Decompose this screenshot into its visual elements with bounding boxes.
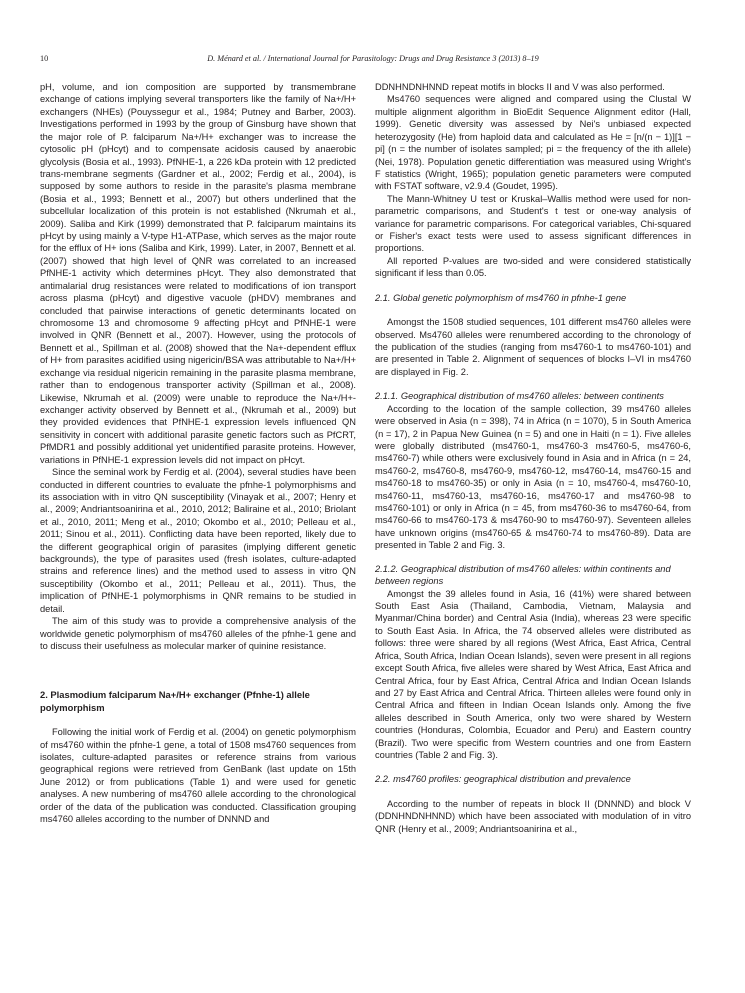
right-paragraph-6: According to the location of the sample collection, 39 ms4760 alleles were observed in Asia (n = 398), 74 in Africa (n = 1070), 5 in South America (n = 17), 2 in Papua New Guinea (n = 5) and one in Haiti (n = 1). Five alleles were globally distributed (ms4760-1, ms4760-3 ms4760-5, ms4760-6, ms4760-7) while others were exclusively found in Asia and in Africa (n = 24, ms4760-2, ms4760-8, ms4760-9, ms4760-12, ms4760-14, ms4760-15 and ms4760-18 to ms4760-35) or only in Asia (n = 10, ms4760-4, ms4760-10, ms4760-11, ms4760-13, ms4760-16, ms4760-17 and ms4760-98 to ms4760-101) or only in Africa (n = 45, from ms4760-36 to ms4760-64, from ms4760-66 to ms4760-173 & ms4760-90 to ms4760-97). Seventeen alleles have unknown origins (ms4760-65 & ms4760-74 to ms4760-89). Data are presented in Table 2 and Fig. 3.	[375, 403, 691, 551]
section-2-heading: 2. Plasmodium falciparum Na+/H+ exchanger (Pfnhe-1) allele polymorphism	[40, 689, 310, 713]
right-paragraph-5: Amongst the 1508 studied sequences, 101 different ms4760 alleles were observed. Ms4760 alleles were renumbered according to the chronology of the publication of the studies (ranging from ms4760-1 to ms4760-101) and are presented in Table 2. Alignment of sequences of blocks I–VI in ms4760 are displayed in Fig. 2.	[375, 317, 691, 377]
section-2-1-2-heading: 2.1.2. Geographical distribution of ms4760 alleles: within continents and between regions	[375, 563, 671, 587]
right-paragraph-4: All reported P-values are two-sided and were considered statistically significant if less than 0.05.	[375, 255, 691, 279]
right-paragraph-8: According to the number of repeats in block II (DNNND) and block V (DDNHNDNHNND) which have been associated with modulation of in vitro QNR (Henry et al., 2009; Andriantsoanirina et al.,	[375, 798, 691, 834]
page-header	[40, 54, 706, 68]
right-column	[375, 81, 691, 835]
left-paragraph-3: The aim of this study was to provide a comprehensive analysis of the worldwide genetic polymorphism of ms4760 alleles of the pfnhe-1 gene and to discuss their usefulness as molecular marker of quinine resistance.	[40, 616, 356, 651]
section-2-2-heading: 2.2. ms4760 profiles: geographical distribution and prevalence	[375, 774, 631, 785]
left-paragraph-4: Following the initial work of Ferdig et al. (2004) on genetic polymorphism of ms4760 within the pfnhe-1 gene, a total of 1508 ms4760 sequences from isolates, culture-adapted parasites or reference strains from various geographical regions were retrieved from GenBank (last update on 15th June 2012) or from publications (Table 1) and were used for genetic analyses. A new numbering of ms4760 allele according to the chronological order of the data of the publication was conducted. Classification grouping ms4760 alleles according to the number of DNNND and	[40, 727, 356, 825]
right-paragraph-7: Amongst the 39 alleles found in Asia, 16 (41%) were shared between South East Asia (Thailand, Cambodia, Vietnam, Malaysia and Myanmar/China border) and Central Asia (India), whereas 23 were specific to South East Asia. In Africa, the 74 observed alleles were distributed as follows: three were shared by all regions (West Africa, East Africa, Central Africa, South Africa, Indian Ocean Islands), seven were present in all regions except South Africa, five alleles were shared by West Africa, East Africa and Central Africa, four by East Africa, Central Africa and Indian Ocean Islands and 27 by East Africa and Central Africa. Thirteen alleles were found only in Central Africa and fifteen in Indian Ocean Islands only. Among the five alleles described in South America, only two were shared by Western countries (Honduras, Colombia, Ecuador and Peru) and Eastern country (Brazil). Two were specific from Western countries and one from Eastern countries (Table 2 and Fig. 3).	[375, 588, 691, 761]
left-paragraph-1: pH, volume, and ion composition are supported by transmembrane exchange of cations implying several transporters like the family of Na+/H+ exchangers (NHEs) (Pouyssegur et al., 1984; Putney and Barber, 2003). Investigations performed in 1993 by the group of Ginsburg have shown that the major role of P. falciparum Na+/H+ exchanger was to increase the cytosolic pH (pHcyt) and to compensate acidosis caused by anaerobic glycolysis (Bosia et al., 1993). PfNHE-1, a 226 kDa protein with 12 predicted trans-membrane segments (Gardner et al., 2002; Ferdig et al., 2004), is supposed by some authors to reside in the parasite's plasma membrane (Bosia et al., 1993; Bennett et al., 2007) but others underlined that the subcellular localization of this protein is not established (Nkrumah et al., 2009). Saliba and Kirk (1999) demonstrated that P. falciparum maintains its pHcyt by using mainly a V-type H1-ATPase, which serves as the major route for the efflux of H+ ions (Saliba and Kirk, 1999). Later, in 2007, Bennett et al. (2007) showed that high level of QNR was correlated to an increased PfNHE-1 activity which determines pHcyt. They also demonstrated that antimalarial drug resistances were related to modifications of ion transport across plasma (pHcyt) and digestive vacuole (pHDV) membranes and concluded that pairwise interactions of genetic determinants located on chromosome 13 and chromosome 9 affecting pHcyt and PfNHE-1 were involved in QNR (Bennett et al., 2007). However, using the protocols of Bennett et al., Spillman et al. (2008) showed that the Na+-dependent efflux of H+ from parasites acidified using nigericin/BSA was attributable to Na+/H+ exchange via residual nigericin remaining in the parasite plasma membrane, rather than to endogenous transporter activity (Spillman et al., 2008). Likewise, Nkrumah et al. (2009) were unable to reproduce the Na+/H+-exchanger activity observed by Bennett et al., (Nkrumah et al., 2009) but they provided evidences that PfNHE-1 expression levels influenced QN sensitivity in concert with additional parasite genetic factors such as PfCRT, PfMDR1 and possibly additional yet unidentified parasite proteins. However, variations in PfNHE-1 expression levels did not impact on pHcyt.	[40, 82, 356, 465]
page-number: 10	[40, 54, 49, 63]
running-title: D. Ménard et al. / International Journal for Parasitology: Drugs and Drug Resistance 3 (2013) 8–19	[207, 54, 539, 63]
right-paragraph-3: The Mann-Whitney U test or Kruskal–Wallis method were used for non-parametric comparisons, and Student's t test or one-way analysis of variance for parametric comparisons. For categorical variables, Chi-squared or Fisher's exact tests were used to assess significant differences in proportions.	[375, 193, 691, 254]
section-2-1-heading: 2.1. Global genetic polymorphism of ms4760 in pfnhe-1 gene	[375, 292, 627, 303]
left-column	[40, 81, 356, 826]
left-paragraph-2: Since the seminal work by Ferdig et al. (2004), several studies have been conducted in different countries to evaluate the pfnhe-1 polymorphisms and its association with in vitro QN susceptibility (Vinayak et al., 2007; Henry et al., 2009; Andriantsoanirina et al., 2010, 2012; Baliraine et al., 2010; Briolant et al., 2010, 2011; Meng et al., 2010; Okombo et al., 2010; Pelleau et al., 2011; Sinou et al., 2011). Conflicting data have been reported, likely due to the different geographical origin of parasites (implying different genetic backgrounds), the type of parasites used (fresh isolates, culture-adapted strains and reference lines) and the method used to assess in vitro QN susceptibility (Okombo et al., 2011; Pelleau et al., 2011). Thus, the implication of PfNHE-1 polymorphisms in QNR remains to be studied in detail.	[40, 467, 356, 614]
right-paragraph-2: Ms4760 sequences were aligned and compared using the Clustal W multiple alignment algorithm in BioEdit Sequence Alignment editor (Hall, 1999). Genetic diversity was assessed by Nei's unbiased expected heterozygosity (He) from haploid data and calculated as He = [n/(n − 1)][1 − pi] (n = the number of isolates sampled; pi = the frequency of the ith allele) (Nei, 1978). Population genetic differentiation was measured using Wright's F statistics (Wright, 1965); population genetic parameters were computed with FSTAT software, v2.9.4 (Goudet, 1995).	[375, 94, 691, 192]
right-paragraph-1: DDNHNDNHNND repeat motifs in blocks II and V was also performed.	[375, 82, 665, 92]
section-2-1-1-heading: 2.1.1. Geographical distribution of ms4760 alleles: between continents	[375, 391, 664, 402]
